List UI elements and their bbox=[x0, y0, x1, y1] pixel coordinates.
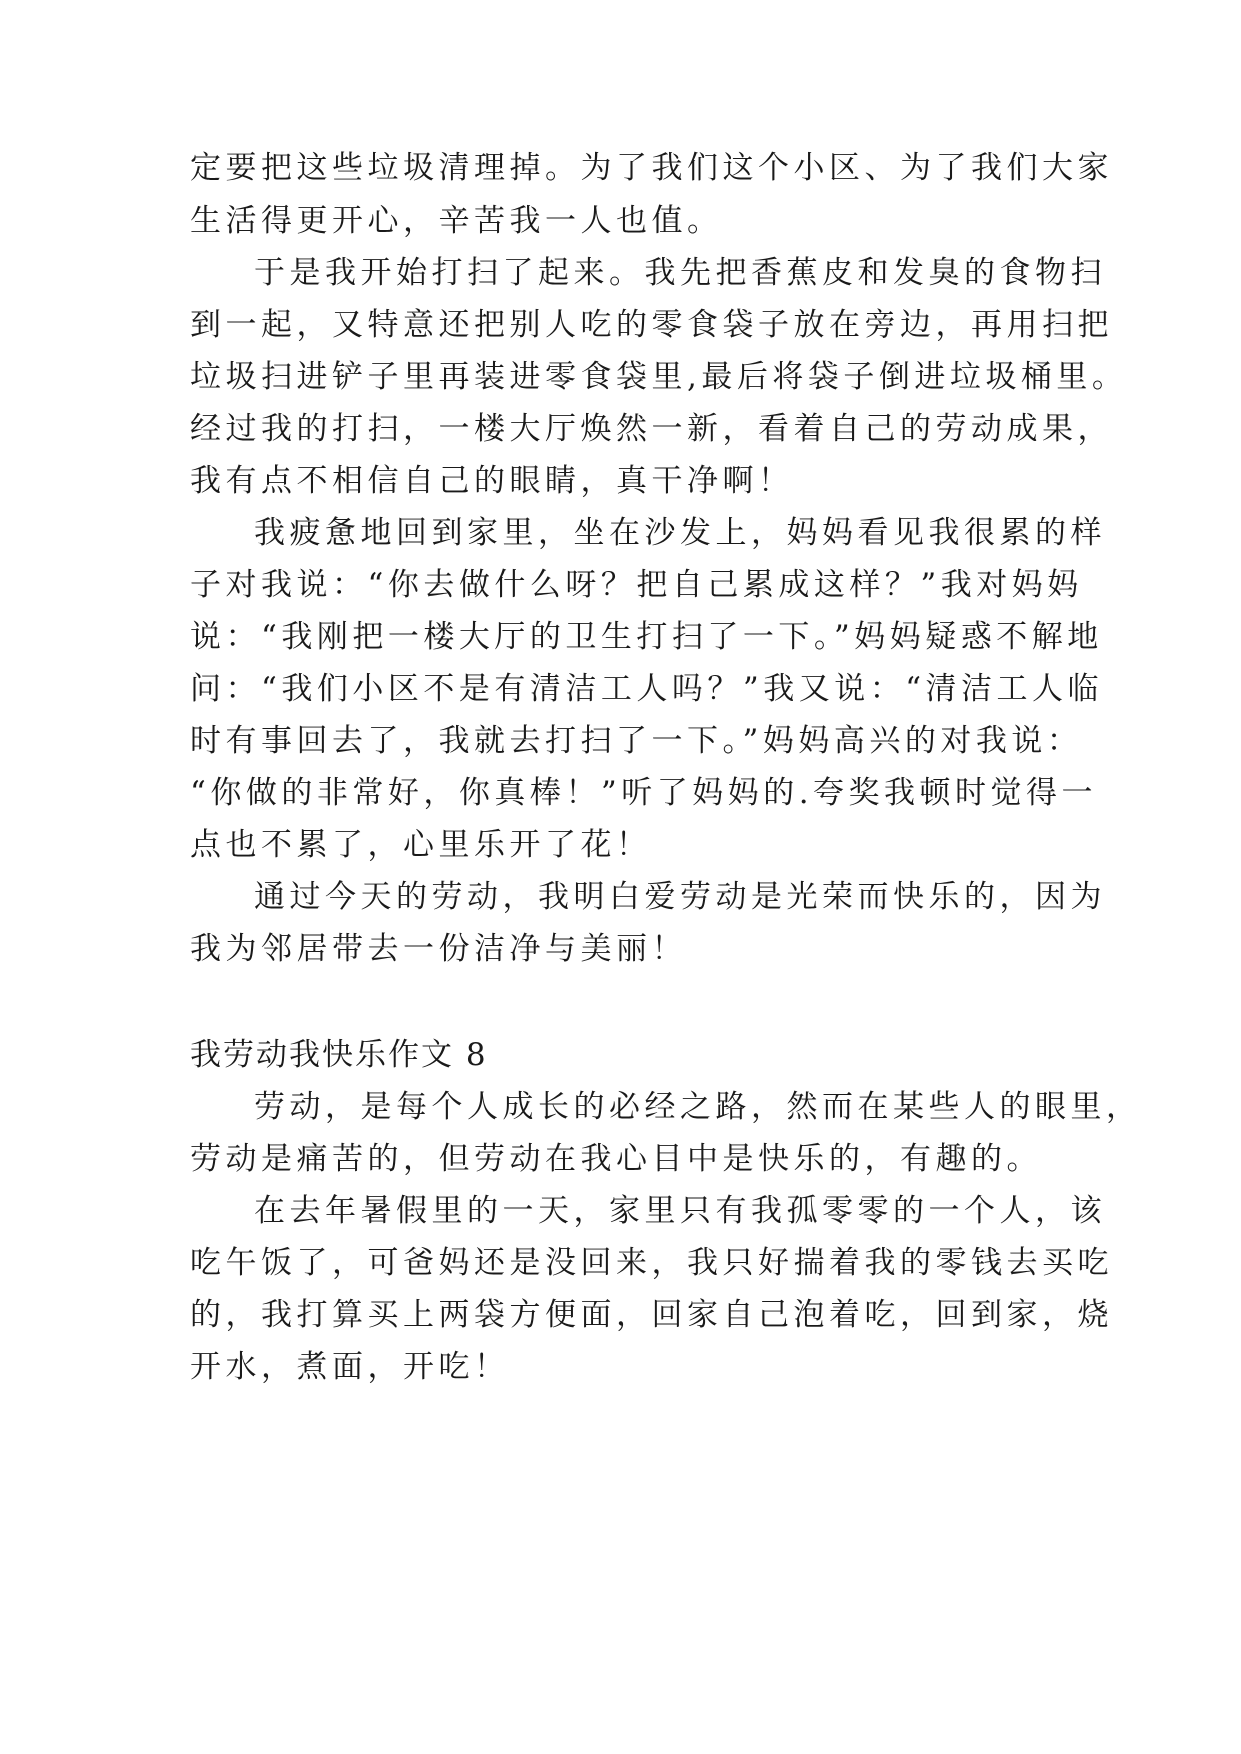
paragraph-line: 到一起，又特意还把别人吃的零食袋子放在旁边，再用扫把 bbox=[190, 307, 1113, 343]
paragraph-line: 劳动，是每个人成长的必经之路，然而在某些人的眼里， bbox=[254, 1089, 1142, 1125]
paragraph-line: 开水，煮面，开吃！ bbox=[190, 1349, 510, 1385]
paragraph-line: 通过今天的劳动，我明白爱劳动是光荣而快乐的，因为 bbox=[254, 879, 1106, 915]
paragraph-line: 在去年暑假里的一天，家里只有我孤零零的一个人，该 bbox=[254, 1193, 1106, 1229]
paragraph-line: 时有事回去了，我就去打扫了一下。”妈妈高兴的对我说： bbox=[190, 723, 1083, 759]
paragraph-line: 我为邻居带去一份洁净与美丽！ bbox=[190, 931, 687, 967]
paragraph-line: 定要把这些垃圾清理掉。为了我们这个小区、为了我们大家 bbox=[190, 150, 1113, 186]
paragraph-line: 问：“我们小区不是有清洁工人吗？”我又说：“清洁工人临 bbox=[190, 671, 1104, 707]
paragraph-line: 我有点不相信自己的眼睛，真干净啊！ bbox=[190, 463, 794, 499]
paragraph-line: 劳动是痛苦的，但劳动在我心目中是快乐的，有趣的。 bbox=[190, 1141, 1042, 1177]
paragraph-line: 于是我开始打扫了起来。我先把香蕉皮和发臭的食物扫 bbox=[254, 255, 1106, 291]
paragraph-line: 垃圾扫进铲子里再装进零食袋里,最后将袋子倒进垃圾桶里。 bbox=[190, 359, 1128, 395]
section-heading: 我劳动我快乐作文 8 bbox=[190, 1037, 488, 1073]
paragraph-line: 生活得更开心，辛苦我一人也值。 bbox=[190, 203, 723, 239]
paragraph-line: 我疲惫地回到家里，坐在沙发上，妈妈看见我很累的样 bbox=[254, 515, 1106, 551]
paragraph-line: 的，我打算买上两袋方便面，回家自己泡着吃，回到家，烧 bbox=[190, 1297, 1113, 1333]
paragraph-line: 经过我的打扫，一楼大厅焕然一新，看着自己的劳动成果， bbox=[190, 411, 1113, 447]
paragraph-line: 点也不累了，心里乐开了花！ bbox=[190, 827, 652, 863]
paragraph-line: 说：“我刚把一楼大厅的卫生打扫了一下。”妈妈疑惑不解地 bbox=[190, 619, 1103, 655]
paragraph-line: “你做的非常好，你真棒！”听了妈妈的.夸奖我顿时觉得一 bbox=[190, 775, 1098, 811]
paragraph-line: 吃午饭了，可爸妈还是没回来，我只好揣着我的零钱去买吃 bbox=[190, 1245, 1113, 1281]
paragraph-line: 子对我说：“你去做什么呀？把自己累成这样？”我对妈妈 bbox=[190, 567, 1083, 603]
